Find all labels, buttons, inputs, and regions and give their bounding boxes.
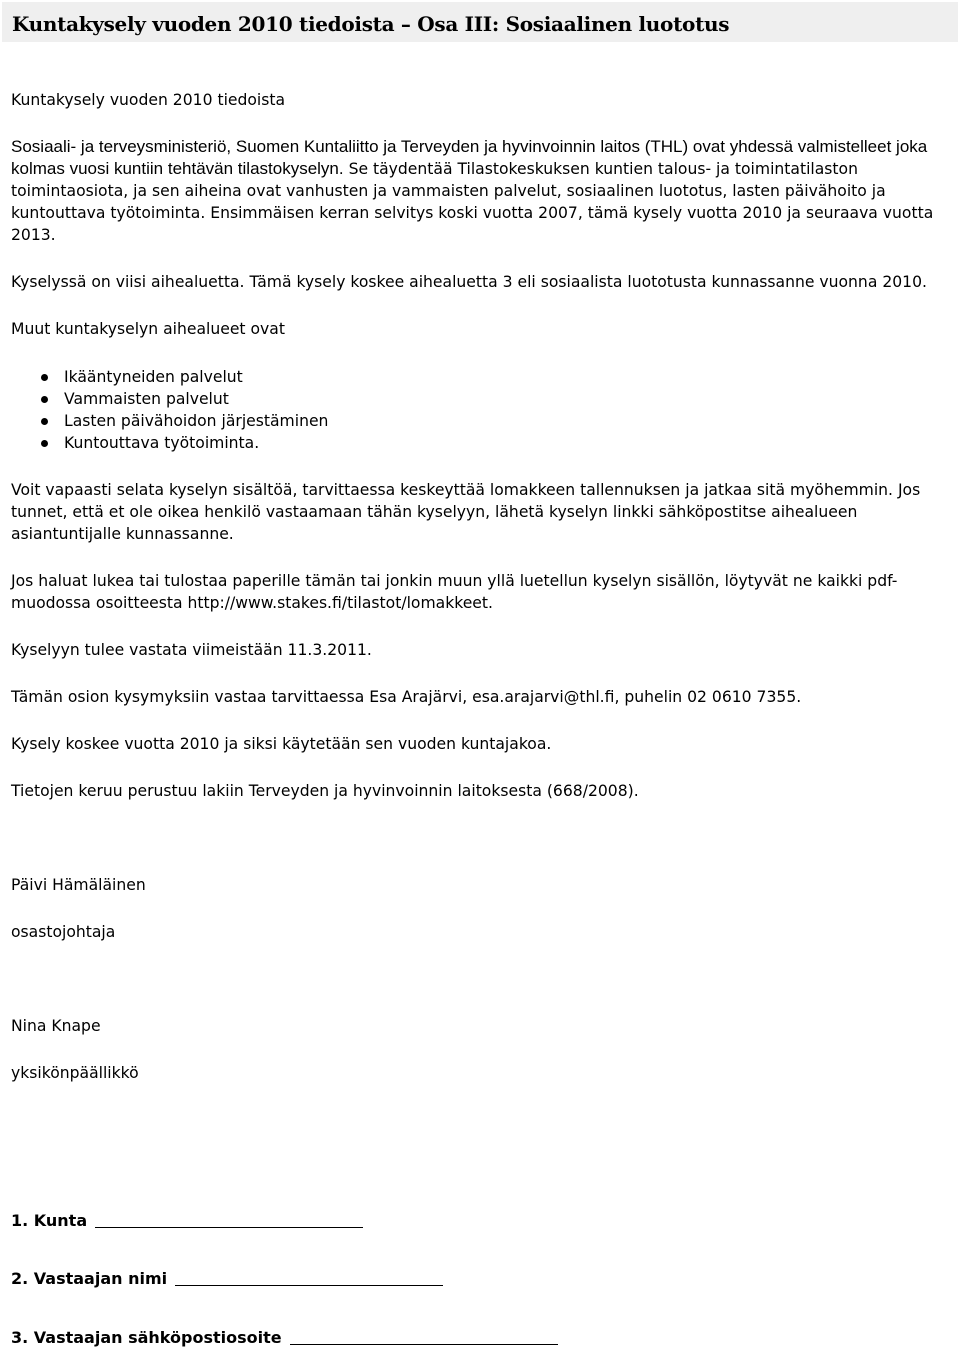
- areas-info: [11, 271, 946, 293]
- field-label: 1. Kunta: [11, 1211, 88, 1230]
- signature-name: Päivi Hämäläinen: [11, 876, 146, 894]
- intro-description-part-a: Sosiaali- ja terveysministeriö, Suomen Kuntaliitto ja Terveyden ja hyvinvoinnin laitos (THL) ovat yhdessä valmistelleet joka kolmas vuosi kuntiin tehtävän tilastokyselyn.: [11, 137, 928, 178]
- respondent-name-input-line[interactable]: [175, 1285, 443, 1286]
- contact-info: Tämän osion kysymyksiin vastaa tarvittaessa Esa Arajärvi, esa.arajarvi@thl.fi, puhelin 02 0610 7355.: [11, 688, 802, 706]
- field-label: 2. Vastaajan nimi: [11, 1269, 168, 1288]
- other-areas-label: Muut kuntakyselyn aihealueet ovat: [11, 320, 285, 338]
- bullet-icon: [41, 396, 48, 403]
- signature-name: Nina Knape: [11, 1017, 101, 1035]
- intro-description: [11, 136, 946, 246]
- bullet-icon: [41, 440, 48, 447]
- deadline-info: Kyselyyn tulee vastata viimeistään 11.3.2011.: [11, 641, 372, 659]
- list-item-label: Kuntouttava työtoiminta.: [64, 434, 260, 452]
- list-item: [11, 410, 946, 432]
- list-item: [11, 366, 946, 388]
- field-respondent-email: [11, 1327, 558, 1349]
- respondent-email-input-line[interactable]: [290, 1344, 558, 1345]
- year-info: Kysely koskee vuotta 2010 ja siksi käytetään sen vuoden kuntajakoa.: [11, 735, 552, 753]
- field-label: 3. Vastaajan sähköpostiosoite: [11, 1328, 282, 1347]
- municipality-input-line[interactable]: [95, 1227, 363, 1228]
- areas-count: Kyselyssä on viisi aihealuetta.: [11, 273, 245, 291]
- list-item: [11, 432, 946, 454]
- other-areas-list: [11, 366, 946, 454]
- bullet-icon: [41, 418, 48, 425]
- title-bar: [2, 2, 958, 42]
- intro-content: [11, 89, 946, 1084]
- intro-subtitle: Kuntakysely vuoden 2010 tiedoista: [11, 91, 286, 109]
- list-item: [11, 388, 946, 410]
- signature-role: yksikönpäällikkö: [11, 1064, 139, 1082]
- list-item-label: Ikääntyneiden palvelut: [64, 368, 243, 386]
- list-item-label: Vammaisten palvelut: [64, 390, 229, 408]
- law-info: Tietojen keruu perustuu lakiin Terveyden ja hyvinvoinnin laitoksesta (668/2008).: [11, 782, 639, 800]
- signature-role: osastojohtaja: [11, 923, 116, 941]
- field-respondent-name: [11, 1268, 443, 1290]
- list-item-label: Lasten päivähoidon järjestäminen: [64, 412, 329, 430]
- page-title: Kuntakysely vuoden 2010 tiedoista – Osa III: Sosiaalinen luototus: [12, 12, 730, 36]
- browse-info: Voit vapaasti selata kyselyn sisältöä, tarvittaessa keskeyttää lomakkeen tallennuksen ja jatkaa sitä myöhemmin. Jos tunnet, että et ole oikea henkilö vastaamaan tähän kyselyyn, lähetä kyselyn linkki sähköpostitse aihealueen asiantuntijalle kunnassanne.: [11, 481, 921, 543]
- field-municipality: [11, 1210, 363, 1232]
- pdf-info: Jos haluat lukea tai tulostaa paperille tämän tai jonkin muun yllä luetellun kyselyn sisällön, löytyvät ne kaikki pdf-muodossa osoitteesta http://www.stakes.fi/tilastot/lomakkeet.: [11, 572, 898, 612]
- bullet-icon: [41, 374, 48, 381]
- areas-current: Tämä kysely koskee aihealuetta 3 eli sosiaalista luototusta kunnassanne vuonna 2010.: [244, 273, 927, 291]
- intro-description-part-b: Se täydentää Tilastokeskuksen kuntien talous- ja toimintatilaston toimintaosiota, ja sen aiheina ovat vanhusten ja vammaisten palvelut, sosiaalinen luototus, lasten päivähoito ja kuntouttava työtoiminta. Ensimmäisen kerran selvitys koski vuotta 2007, tämä kysely vuotta 2010 ja seuraava vuotta 2013.: [11, 160, 934, 244]
